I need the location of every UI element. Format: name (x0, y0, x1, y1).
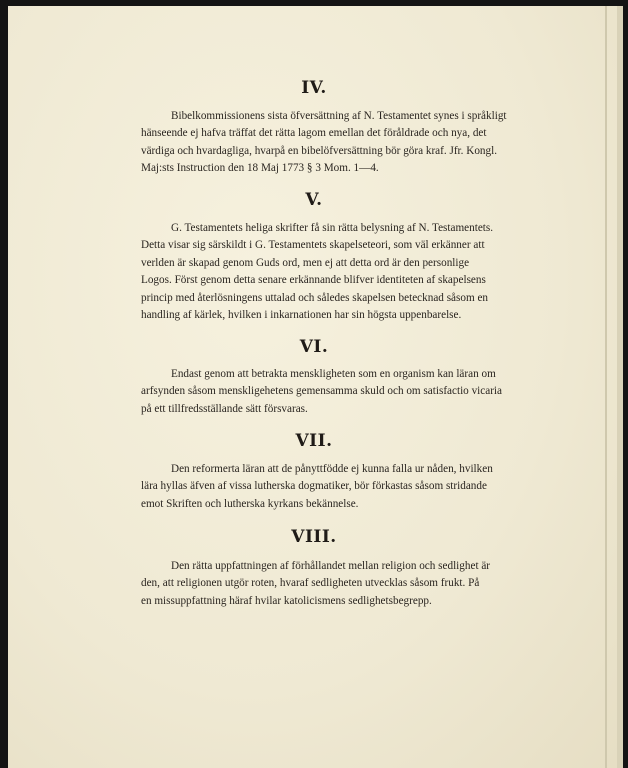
section-paragraph-vii (141, 461, 549, 513)
section-heading-iv: IV. (301, 78, 327, 98)
section-heading-vi: VI. (299, 337, 329, 357)
section-heading-v: V. (305, 190, 323, 210)
text-line: Logos. Först genom detta senare erkännande blifver identiteten af skapelsens (141, 274, 486, 287)
text-line: Maj:sts Instruction den 18 Maj 1773 § 3 Mom. 1—4. (141, 162, 379, 175)
text-line: Bibelkommissionens sista öfversättning af N. Testamentet synes i språkligt (171, 110, 507, 122)
text-line: den, att religionen utgör roten, hvaraf sedligheten utvecklas såsom frukt. På (141, 577, 480, 590)
text-line: emot Skriften och lutherska kyrkans bekännelse. (141, 497, 359, 510)
section-heading-viii: VIII. (291, 527, 337, 547)
text-line: arfsynden såsom menskligehetens gemensamma skuld och om satisfactio vicaria (141, 385, 503, 398)
section-paragraph-v (141, 220, 549, 324)
page-crease (605, 6, 607, 768)
section-paragraph-iv (141, 108, 549, 178)
section-heading-vii: VII. (295, 431, 333, 451)
text-line: hänseende ej hafva träffat det rätta lagom emellan det föråldrade och nya, det (141, 127, 487, 140)
text-line: Den reformerta läran att de pånyttfödde ej kunna falla ur nåden, hvilken (171, 463, 493, 475)
text-line: handling af kärlek, hvilken i inkarnationen har sin högsta uppenbarelse. (141, 309, 462, 322)
text-line: princip med återlösningens uttalad och således skapelsen betecknad såsom en (141, 291, 489, 304)
text-line: värdiga och hvardagliga, hvarpå en bibelöfversättning bör göra kraf. Jfr. Kongl. (141, 144, 498, 157)
page-edge (617, 6, 623, 768)
text-line: en missuppfattning häraf hvilar katolicismens sedlighetsbegrepp. (141, 594, 432, 607)
text-line: lära hyllas äfven af vissa lutherska dogmatiker, bör förkastas såsom stridande (141, 480, 487, 493)
text-line: Den rätta uppfattningen af förhållandet mellan religion och sedlighet är (171, 560, 491, 572)
section-paragraph-viii (141, 558, 549, 610)
text-line: G. Testamentets heliga skrifter få sin rätta belysning af N. Testamentets. (171, 222, 494, 234)
text-line: på ett tillfredsställande sätt försvaras. (141, 402, 308, 415)
text-line: verlden är skapad genom Guds ord, men ej att detta ord är den personlige (141, 256, 470, 269)
text-line: Endast genom att betrakta menskligheten som en organism kan läran om (171, 368, 496, 380)
text-line: Detta visar sig särskildt i G. Testamentets skapelseteori, som väl erkänner att (141, 239, 485, 252)
section-paragraph-vi (141, 366, 549, 418)
